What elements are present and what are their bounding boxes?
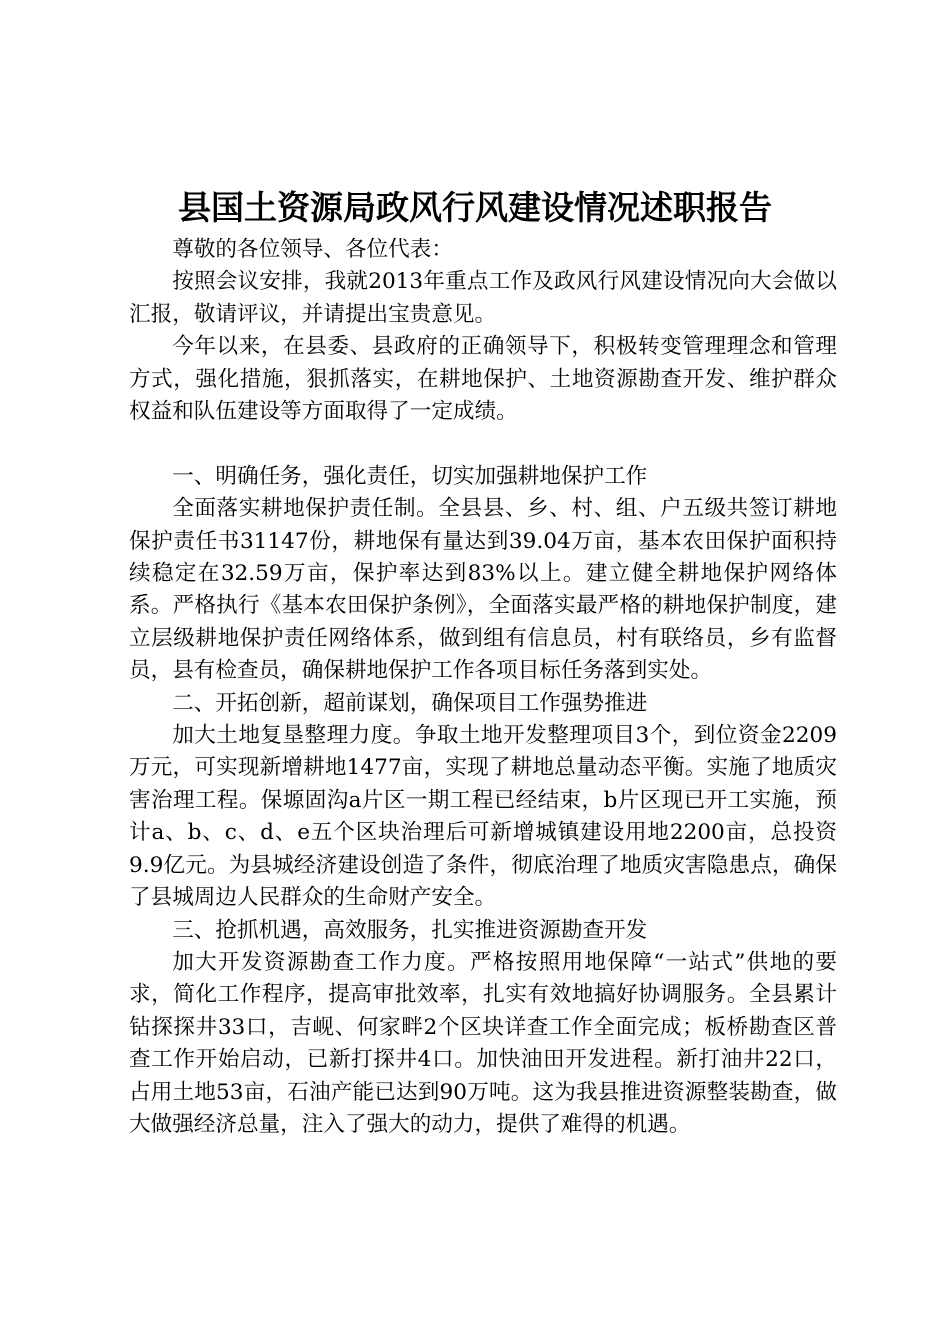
section-body-3: 加大开发资源勘查工作力度。严格按照用地保障“一站式”供地的要求，简化工作程序，提高审批效率，扎实有效地搞好协调服务。全县累计钻探探井33口，吉岘、何家畔2个区块详查工作全面完成；板桥勘查区普查工作开始启动，已新打探井4口。加快油田开发进程。新打油井22口，占用土地53亩，石油产能已达到90万吨。这为我县推进资源整装勘查，做大做强经济总量，注入了强大的动力，提供了难得的机遇。 — [129, 949, 837, 1137]
section-heading-3: 三、抢抓机遇，高效服务，扎实推进资源勘查开发 — [172, 917, 648, 943]
section-body-1: 全面落实耕地保护责任制。全县县、乡、村、组、户五级共签订耕地保护责任书31147份，耕地保有量达到39.04万亩，基本农田保护面积持续稳定在32.59万亩，保护率达到83%以上。建立健全耕地保护网络体系。严格执行《基本农田保护条例》，全面落实最严格的耕地保护制度，建立层级耕地保护责任网络体系，做到组有信息员，村有联络员，乡有监督员，县有检查员，确保耕地保护工作各项目标任务落到实处。 — [129, 496, 837, 684]
summary-paragraph: 今年以来，在县委、县政府的正确领导下，积极转变管理理念和管理方式，强化措施，狠抓落实，在耕地保护、土地资源勘查开发、维护群众权益和队伍建设等方面取得了一定成绩。 — [129, 334, 837, 425]
section-body-2: 加大土地复垦整理力度。争取土地开发整理项目3个，到位资金2209万元，可实现新增耕地1477亩，实现了耕地总量动态平衡。实施了地质灾害治理工程。保塬固沟a片区一期工程已经结束，b片区现已开工实施，预计a、b、c、d、e五个区块治理后可新增城镇建设用地2200亩，总投资9.9亿元。为县城经济建设创造了条件，彻底治理了地质灾害隐患点，确保了县城周边人民群众的生命财产安全。 — [129, 723, 837, 911]
document-title: 县国土资源局政风行风建设情况述职报告 — [178, 188, 772, 227]
section-heading-2: 二、开拓创新，超前谋划，确保项目工作强势推进 — [172, 690, 648, 716]
section-heading-1: 一、明确任务，强化责任，切实加强耕地保护工作 — [172, 463, 648, 489]
salutation: 尊敬的各位领导、各位代表： — [172, 237, 453, 262]
document-body — [129, 234, 837, 1141]
intro-paragraph: 按照会议安排，我就2013年重点工作及政风行风建设情况向大会做以汇报，敬请评议，并请提出宝贵意见。 — [129, 269, 837, 327]
